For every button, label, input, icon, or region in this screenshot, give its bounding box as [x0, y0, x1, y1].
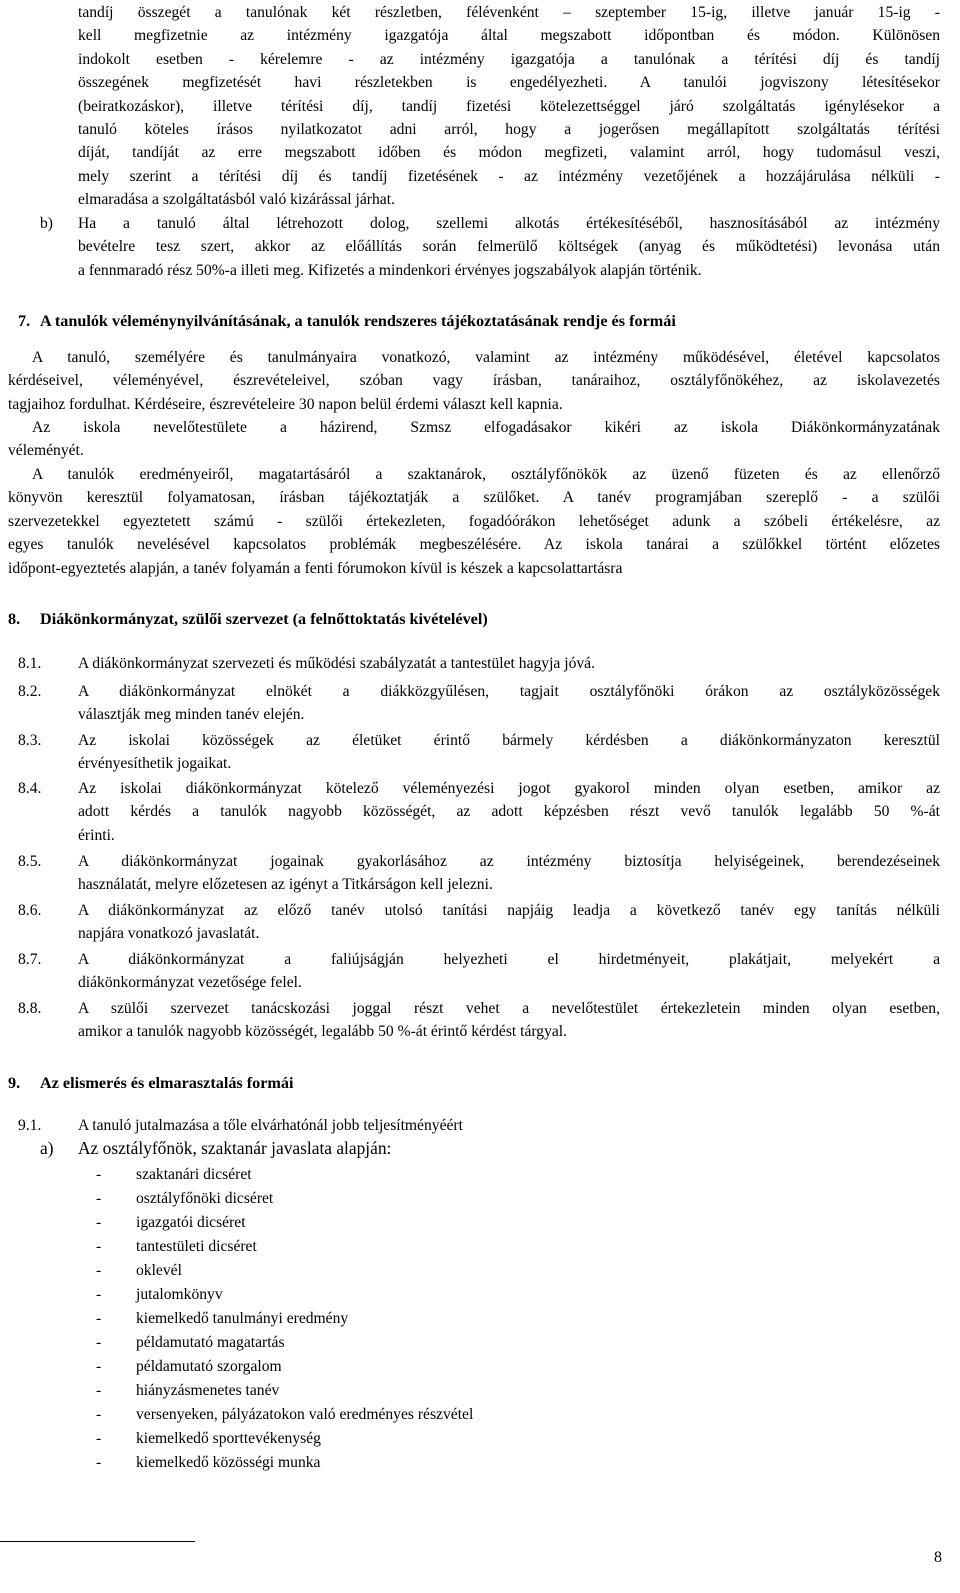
item-b-text	[78, 212, 940, 282]
item-text	[78, 899, 940, 946]
list-item	[0, 1283, 940, 1307]
item-8-2	[0, 680, 940, 728]
list-item-text: hiányzásmenetes tanév	[136, 1382, 280, 1399]
text-line: tagjaihoz fordulhat. Kérdéseire, észrevételeire 30 napon belül érdemi választ kell kapnia.	[8, 395, 563, 413]
list-item-text: kiemelkedő sporttevékenység	[136, 1430, 321, 1447]
item-number: 8.8.	[18, 1000, 42, 1017]
section-number: 8.	[8, 610, 21, 628]
list-bullet: -	[96, 1454, 102, 1471]
text-line: napjára vonatkozó javaslatát.	[78, 925, 260, 943]
list-bullet: -	[96, 1358, 102, 1375]
list-bullet: -	[96, 1166, 102, 1183]
item-9-1	[0, 1114, 940, 1138]
list-item-text: oklevél	[136, 1262, 182, 1279]
item-8-4	[0, 777, 940, 849]
item-number: 8.5.	[18, 853, 42, 870]
item-8-1	[0, 652, 940, 676]
list-item-text: kiemelkedő közösségi munka	[136, 1454, 321, 1471]
text-line: Az iskolai közösségek az életüket érintő bármely kérdésben a diákönkormányzaton keresztül	[78, 732, 940, 749]
text-line: érinti.	[78, 826, 115, 844]
list-item-text: osztályfőnöki dicséret	[136, 1190, 274, 1207]
list-bullet: -	[96, 1262, 102, 1279]
list-item-text: példamutató magatartás	[136, 1334, 285, 1351]
item-number: 8.6.	[18, 902, 42, 919]
list-item-text: tantestületi dicséret	[136, 1238, 257, 1255]
recognition-list	[0, 1163, 940, 1475]
section-title: A tanulók véleménynyilvánításának, a tanulók rendszeres tájékoztatásának rendje és formái	[40, 312, 676, 330]
item-8-6	[0, 899, 940, 947]
page-number: 8	[934, 1549, 942, 1566]
intro-paragraph	[78, 1, 940, 212]
list-item-text: jutalomkönyv	[136, 1286, 223, 1303]
list-bullet: -	[96, 1406, 102, 1423]
item-text	[78, 948, 940, 995]
item-number: 8.3.	[18, 732, 42, 749]
list-item	[0, 1163, 940, 1187]
text-line: adott kérdés a tanulók nagyobb közösségét, az adott képzésben részt vevő tanulók legalább 50 %-át	[78, 803, 940, 821]
section-number: 7.	[18, 312, 31, 330]
item-8-8	[0, 997, 940, 1045]
list-item-text: példamutató szorgalom	[136, 1358, 282, 1375]
list-bullet: -	[96, 1310, 102, 1327]
list-bullet: -	[96, 1214, 102, 1231]
text-line: érvényesíthetik jogaikat.	[78, 755, 232, 773]
section-title: Az elismerés és elmarasztalás formái	[40, 1074, 294, 1092]
text-line: könyvön keresztül folyamatosan, írásban tájékoztatják a szülőket. A tanév programjában szereplő - a szülői	[8, 489, 940, 507]
item-text: Az osztályfőnök, szaktanár javaslata alapján:	[78, 1138, 392, 1158]
item-number: 8.7.	[18, 951, 42, 968]
text-line: A diákönkormányzat az előző tanév utolsó tanítási napjáig leadja a következő tanév egy tanítás nélküli	[78, 902, 940, 919]
list-item	[0, 1451, 940, 1475]
list-item	[0, 1355, 940, 1379]
text-line: A tanuló, személyére és tanulmányaira vonatkozó, valamint az intézmény működésével, életével kapcsolatos	[32, 349, 940, 366]
list-item	[0, 1379, 940, 1403]
list-item	[0, 1403, 940, 1427]
list-bullet: -	[96, 1334, 102, 1351]
text-line: véleményét.	[8, 442, 84, 460]
text-line: A diákönkormányzat jogainak gyakorlásához az intézmény biztosítja helyiségeinek, berendezéseinek	[78, 853, 940, 870]
list-item	[0, 1211, 940, 1235]
text-line: diákönkormányzat vezetősége felel.	[78, 974, 302, 992]
section-title: Diákönkormányzat, szülői szervezet (a felnőttoktatás kivételével)	[40, 610, 488, 628]
list-item	[0, 1259, 940, 1283]
item-8-7	[0, 948, 940, 996]
item-b-label: b)	[40, 215, 53, 232]
section-7-paragraph-3	[8, 463, 940, 580]
text-line: összegének megfizetését havi részletekben is engedélyezheti. A tanulói jogviszony létesítésekor	[78, 74, 940, 92]
text-line: a fennmaradó rész 50%-a illeti meg. Kifizetés a mindenkori érvényes jogszabályok alapján történik.	[78, 261, 702, 279]
item-text	[78, 997, 940, 1044]
item-text	[78, 850, 940, 897]
list-item-text: igazgatói dicséret	[136, 1214, 246, 1231]
item-text	[78, 729, 940, 776]
list-item-text: kiemelkedő tanulmányi eredmény	[136, 1310, 349, 1327]
list-bullet: -	[96, 1382, 102, 1399]
text-line: A szülői szervezet tanácskozási joggal részt vehet a nevelőtestület értekezletein minden olyan esetben,	[78, 1000, 940, 1017]
text-line: (beiratkozáskor), illetve térítési díj, tandíj fizetési kötelezettséggel járó szolgáltatás igénylésekor a	[78, 97, 940, 115]
list-bullet: -	[96, 1286, 102, 1303]
text-line: Ha a tanuló által létrehozott dolog, szellemi alkotás értékesítéséből, hasznosításából az intézmény	[78, 215, 940, 232]
list-item	[0, 1427, 940, 1451]
text-line: használatát, melyre előzetesen az igényt a Titkárságon kell jelezni.	[78, 876, 493, 894]
text-line: amikor a tanulók nagyobb közösségét, legalább 50 %-át érintő kérdést tárgyal.	[78, 1023, 568, 1041]
text-line: elmaradása a szolgáltatásból való kizárással járhat.	[78, 191, 395, 209]
text-line: indokolt esetben - kérelemre - az intézmény igazgatója a tanulónak a térítési díj és tandíj	[78, 50, 940, 68]
text-line: A diákönkormányzat elnökét a diákközgyűlésen, tagjait osztályfőnöki órákon az osztályközösségek	[78, 683, 940, 700]
text-line: A diákönkormányzat a faliújságján helyezheti el hirdetményeit, plakátjait, melyekért a	[78, 951, 940, 968]
list-item	[0, 1307, 940, 1331]
section-7-paragraph-2	[8, 416, 940, 463]
text-line: kérdéseivel, véleményével, észrevételeivel, szóban vagy írásban, tanáraihoz, osztályfőnökéhez, az iskolavezetés	[8, 372, 940, 390]
list-item	[0, 1331, 940, 1355]
list-item	[0, 1187, 940, 1211]
item-text: A tanuló jutalmazása a tőle elvárhatónál jobb teljesítményéért	[78, 1117, 463, 1134]
text-line: díját, tandíját az erre megszabott időben és módon megfizeti, valamint arról, hogy tudomásul veszi,	[78, 144, 940, 162]
list-bullet: -	[96, 1430, 102, 1447]
text-line: mely szerint a térítési díj és tandíj fizetésének - az intézmény vezetőjének a hozzájárulása nélküli -	[78, 167, 940, 185]
text-line: bevételre tesz szert, akkor az előállítás során felmerülő költségek (anyag és működtetési) levonása után	[78, 238, 940, 256]
list-item	[0, 1235, 940, 1259]
text-line: A diákönkormányzat szervezeti és működési szabályzatát a tantestület hagyja jóvá.	[78, 655, 595, 672]
text-line: kell megfizetnie az intézmény igazgatója által megszabott időpontban és módon. Különösen	[78, 27, 940, 45]
item-text	[78, 652, 940, 675]
list-item-text: szaktanári dicséret	[136, 1166, 252, 1183]
section-number: 9.	[8, 1074, 21, 1092]
list-bullet: -	[96, 1190, 102, 1207]
item-8-5	[0, 850, 940, 898]
text-line: időpont-egyeztetés alapján, a tanév folyamán a fenti fórumokon kívül is készek a kapcsolattartásra	[8, 559, 623, 577]
item-number: 9.1.	[18, 1117, 42, 1134]
list-item-text: versenyeken, pályázatokon való eredményes részvétel	[136, 1406, 474, 1423]
item-number: 8.2.	[18, 683, 42, 700]
footer-rule	[0, 1541, 195, 1542]
text-line: szervezetekkel egyeztetett számú - szülői értekezleten, fogadóórákon lehetőséget adunk a szóbeli értékelésre, az	[8, 512, 940, 530]
text-line: egyes tanulók nevelésével kapcsolatos problémák megbeszélésére. Az iskola tanárai a szülőkkel történt előzetes	[8, 536, 940, 554]
item-text	[78, 680, 940, 727]
item-label: a)	[40, 1138, 54, 1158]
text-line: Az iskola nevelőtestülete a házirend, Szmsz elfogadásakor kikéri az iskola Diákönkormányzatának	[32, 419, 940, 436]
item-number: 8.4.	[18, 780, 42, 797]
item-number: 8.1.	[18, 655, 42, 672]
text-line: Az iskolai diákönkormányzat kötelező véleményezési jogot gyakorol minden olyan esetben, amikor az	[78, 780, 940, 797]
text-line: tanuló köteles írásos nyilatkozatot adni arról, hogy a jogerősen megállapított szolgáltatás térítési	[78, 121, 940, 139]
text-line: tandíj összegét a tanulónak két részletben, félévenként – szeptember 15-ig, illetve január 15-ig -	[78, 4, 940, 21]
text-line: választják meg minden tanév elején.	[78, 706, 305, 724]
list-bullet: -	[96, 1238, 102, 1255]
item-a	[0, 1137, 940, 1163]
item-text	[78, 777, 940, 847]
item-8-3	[0, 729, 940, 777]
text-line: A tanulók eredményeiről, magatartásáról a szaktanárok, osztályfőnökök az üzenő füzeten és az ellenőrző	[32, 466, 940, 483]
section-7-paragraph-1	[8, 346, 940, 416]
